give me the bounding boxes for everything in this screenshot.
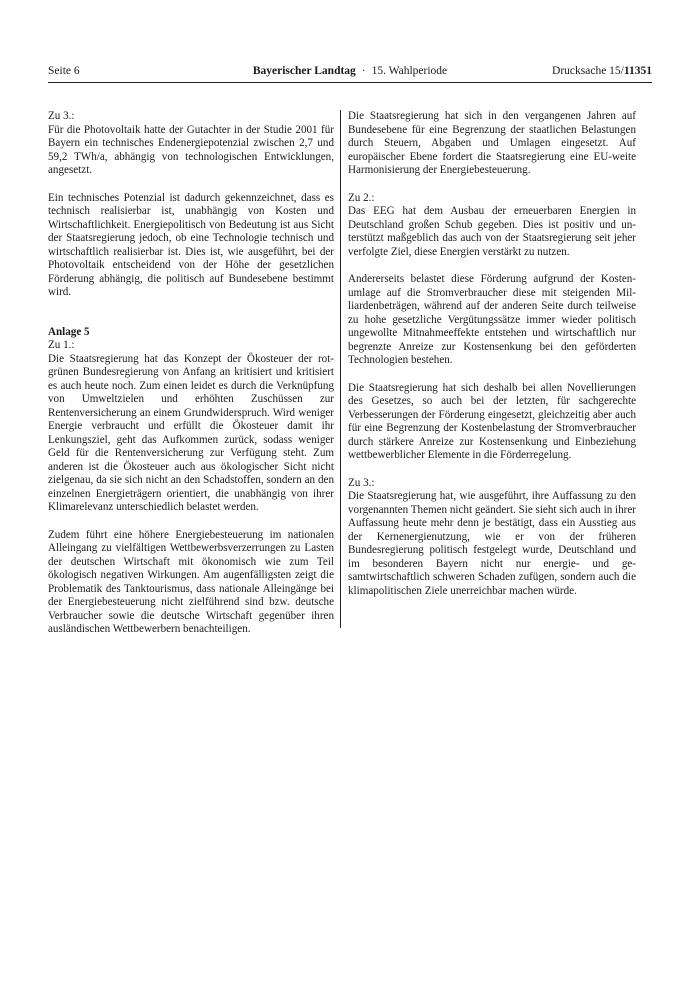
document-number-prefix: Drucksache 15/ [552,65,624,77]
paragraph: Die Staatsregierung hat sich deshalb bei allen Novellierungen des Gesetzes, so auch bei der letzten, für sachgerechte Verbesserungen der Förderung eingesetzt, gleichzeitig aber auch für eine Begrenzung der Kostenbelastung der Stromverbraucher durch stärkere Anreize zur Kostensenkung und Einbeziehung wettbewerblicher Elemente in die Förderregelung. [348,381,636,461]
anlage-heading: Anlage 5 [48,325,90,338]
institution-name: Bayerischer Landtag [252,65,356,77]
right-column [348,110,636,598]
paragraph: Für die Photovoltaik hatte der Gutachter in der Studie 2001 für Bayern ein technisches Endenergiepotenzial zwischen 2,7 und 59,2 TWh/a, abhängig von technologischen Entwicklungen, angesetzt. [48,123,334,176]
section-heading-zu-3: Zu 3.: [48,110,75,122]
document-number-value: 11351 [623,65,652,77]
page-header [48,64,652,78]
paragraph: Die Staatsregierung hat das Konzept der Ökosteuer der rotgrünen Bundesregierung von Anfang an kritisiert und kritisiert es auch heute noch. Zum einen leidet es durch die Verknüpfung von Umweltzielen und erhöhten Zuschüssen zur Rentenversicherung an einem Grundwiderspruch. Wird weniger Energie verbraucht und erfüllt die Ökosteuer damit ihr Lenkungsziel, geht das Aufkommen zurück, sodass weniger Geld für die Rentenversicherung zur Verfügung steht. Zum anderen ist die Ökosteuer auch aus ökologischer Sicht nicht zielgenau, da sie sich nicht an den Schadstoffen, sondern an den einzelnen Energieträgern orientiert, die unabhängig von ihrer Klimarelevanz unterschiedlich belastet werden. [48,352,334,513]
left-column [48,110,334,637]
column-divider [340,110,341,628]
paragraph: Andererseits belastet diese Förderung aufgrund der Kostenumlage auf die Stromverbraucher diese mit steigenden Milliardenbeträgen, während auf der anderen Seite durch teilweise zu hohe gesetzliche Vergütungssätze immer wieder politisch ungewollte Mitnahmeeffekte entstehen und wirtschaftlich nur begrenzte Anreize zur Kostensenkung bei den geförderten Technologien bestehen. [348,273,636,366]
paragraph: Zudem führt eine höhere Energiebesteuerung im nationalen Alleingang zu vielfältigen Wettbewerbsverzerrungen zu Lasten der deutschen Wirtschaft mit ökonomisch wie zum Teil ökologisch negativen Wirkungen. Am augenfälligsten zeigt die Problematik des Tanktourismus, dass nationale Alleingänge bei der Energiebesteuerung nicht zielführend sind bzw. deutsche Verbraucher sowie die deutsche Wirtschaft gegenüber ihren ausländischen Wettbewerbern benachteiligen. [48,528,334,635]
page-number: Seite 6 [48,65,80,77]
header-separator: · [361,65,366,77]
paragraph: Die Staatsregierung hat, wie ausgeführt, ihre Auffassung zu den vorgenannten Themen nicht geändert. Sie sieht sich auch in ihrer Auffassung heute mehr denn je bestätigt, dass ein Ausstieg aus der Kernenergienutzung, wie er von der früheren Bundesregierung politisch festgelegt wurde, Deutschland und im besonderen Bayern nicht nur energie- und gesamtwirtschaftlich schweren Schaden zufügen, sondern auch die klimapolitischen Ziele unerreichbar machen würde. [348,490,636,597]
paragraph: Ein technisches Potenzial ist dadurch gekennzeichnet, dass es technisch realisierbar ist, unabhängig von Kosten und Wirtschaftlichkeit. Energiepolitisch von Bedeutung ist aus Sicht der Staatsregierung jedoch, ob eine Technologie technisch und wirtschaftlich realisierbar ist. Dies ist, wie ausgeführt, bei der Photovoltaik entscheidend von der Höhe der gesetzlichen Förderung abhängig, die politisch auf Bundesebene bestimmt wird. [48,191,334,298]
paragraph: Die Staatsregierung hat sich in den vergangenen Jahren auf Bundesebene für eine Begrenzung der staatlichen Belastungen durch Steuern, Abgaben und Umlagen eingesetzt. Auf europäischer Ebene fordert die Staatsregierung eine EU-weite Harmonisierung der Energiebesteuerung. [348,110,636,176]
section-heading-zu-2: Zu 2.: [348,191,375,204]
section-heading-zu-3: Zu 3.: [348,476,375,489]
header-rule [48,82,652,83]
paragraph: Das EEG hat dem Ausbau der erneuerbaren Energien in Deutschland großen Schub gegeben. Dies ist positiv und unterstützt maßgeblich das auch von der Staatsregierung seit jeher verfolgte Ziel, diese Energien verstärkt zu nutzen. [348,205,636,258]
section-heading-zu-1: Zu 1.: [48,339,75,351]
legislative-period: 15. Wahlperiode [371,65,448,77]
document-number [552,64,652,78]
